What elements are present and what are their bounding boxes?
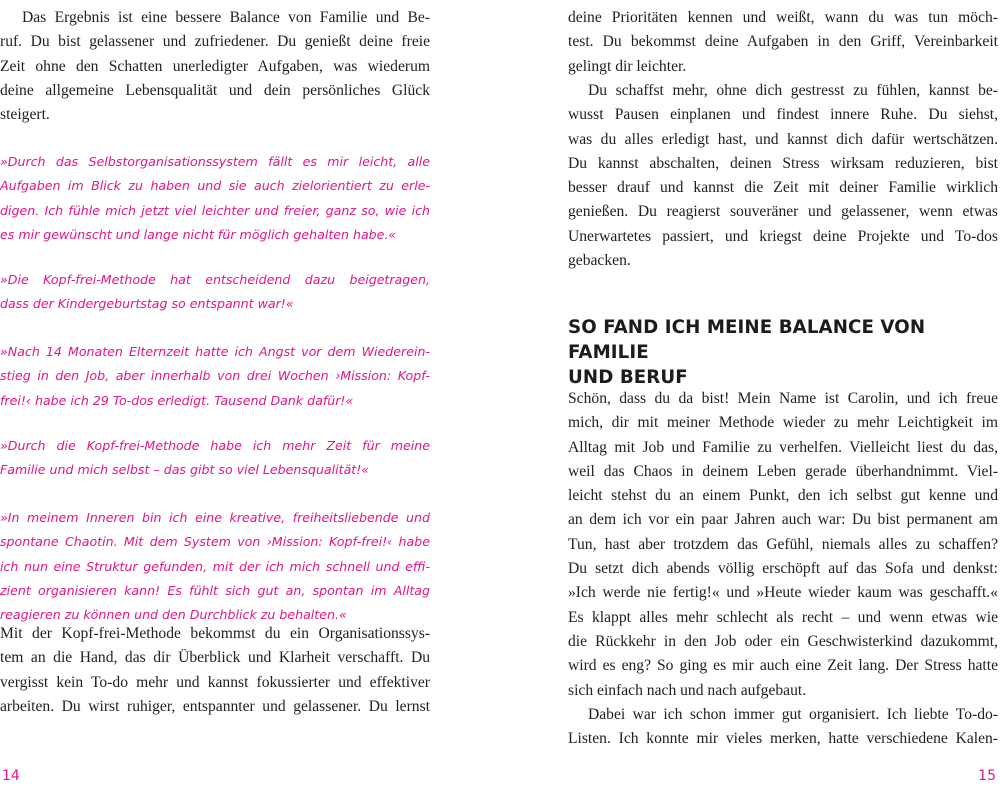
text-line: Alltag mit Job und Familie zu verhelfen. Vielleicht liest du das,	[568, 438, 998, 456]
text-line: Du setzt dich abends völlig erschöpft auf das Sofa und denkst:	[568, 560, 998, 578]
quote-line: es mir gewünscht und lange nicht für möglich gehalten habe.«	[0, 226, 397, 242]
section-heading	[568, 315, 998, 390]
text-line: sich einfach nach und nach aufgebaut.	[568, 681, 807, 699]
quote-line: »Durch das Selbstorganisationssystem fällt es mir leicht, alle	[0, 154, 430, 169]
text-line: Tun, hast aber trotzdem das Gefühl, niemals alles zu schaffen?	[568, 535, 998, 553]
quote-line: Familie und mich selbst – das gibt so viel Lebensqualität!«	[0, 462, 370, 478]
text-line: Dabei war ich schon immer gut organisiert. Ich liebte To-do-	[588, 706, 998, 723]
page-number-right: 15	[978, 768, 996, 784]
quote-line: reagieren zu können und den Durchblick zu behalten.«	[0, 607, 347, 623]
heading-line: SO FAND ICH MEINE BALANCE VON FAMILIE	[568, 317, 926, 363]
heading-line: UND BERUF	[568, 367, 688, 388]
quote-line: spontane Chaotin. Mit dem System von ›Mission: Kopf-frei!‹ habe	[0, 534, 430, 550]
quote-line: digen. Ich fühle mich jetzt viel leichter und freier, ganz so, wie ich	[0, 202, 430, 218]
testimonial-quote-4	[0, 434, 430, 483]
text-line: steigert.	[0, 106, 50, 124]
text-line: weil das Chaos in deinem Leben gerade überhandnimmt. Viel-	[568, 462, 998, 480]
text-line: Du schaffst mehr, ohne dich gestresst zu fühlen, kannst be-	[588, 82, 998, 99]
testimonial-quote-3	[0, 340, 430, 413]
text-line: vergisst kein To-do mehr und kannst fokussierter und effektiver	[0, 673, 430, 691]
text-line: tem an die Hand, das dir Überblick und Klarheit verschafft. Du	[0, 649, 430, 667]
quote-line: »Nach 14 Monaten Elternzeit hatte ich Angst vor dem Wiederein-	[0, 344, 430, 359]
text-line: arbeiten. Du wirst ruhiger, entspannter und gelassener. Du lernst	[0, 697, 430, 715]
text-line: deine allgemeine Lebensqualität und dein persönliches Glück	[0, 81, 430, 99]
text-line: Mit der Kopf-frei-Methode bekommst du ein Organisationssys-	[0, 625, 430, 642]
testimonial-quote-5	[0, 506, 430, 627]
quote-line: ich nun eine Struktur gefunden, mit der ich mich schnell und effi-	[0, 558, 430, 574]
text-line: Schön, dass du da bist! Mein Name ist Carolin, und ich freue	[568, 390, 998, 407]
quote-line: dass der Kindergeburtstag so entspannt war!«	[0, 296, 294, 312]
page-number-left: 14	[2, 768, 20, 784]
quote-line: stieg in den Job, aber innerhalb von drei Wochen ›Mission: Kopf-	[0, 368, 430, 384]
quote-line: zient organisieren kann! Es fühlt sich gut an, spontan im Alltag	[0, 582, 430, 598]
text-line: Listen. Ich konnte mir vieles merken, hatte verschiedene Kalen-	[568, 730, 998, 748]
text-line: Es klappt alles mehr schlecht als recht – und wenn etwas wie	[568, 608, 998, 626]
left-paragraph-2	[0, 622, 430, 719]
text-line: die Rückkehr in den Job oder ein Geschwisterkind dazukommt,	[568, 632, 998, 650]
text-line: gebacken.	[568, 252, 631, 270]
left-paragraph-1	[0, 6, 430, 127]
quote-line: Aufgaben im Blick zu haben und sie auch zielorientiert zu erle-	[0, 178, 430, 194]
text-line: wird es eng? So ging es mir auch eine Zeit lang. Der Stress hatte	[568, 657, 998, 675]
text-line: wusst Pausen einplanen und findest innere Ruhe. Du siehst,	[568, 106, 998, 124]
text-line: an dem ich vor ein paar Jahren auch war: Du bist permanent am	[568, 511, 998, 529]
text-line: mich, dir mit meiner Methode wieder zu mehr Leichtigkeit im	[568, 414, 998, 432]
quote-line: »Durch die Kopf-frei-Methode habe ich mehr Zeit für meine	[0, 438, 430, 453]
text-line: Das Ergebnis ist eine bessere Balance von Familie und Be-	[22, 9, 430, 26]
text-line: test. Du bekommst deine Aufgaben in den Griff, Vereinbarkeit	[568, 33, 998, 51]
right-paragraph-1	[568, 6, 998, 79]
text-line: gelingt dir leichter.	[568, 57, 687, 75]
text-line: genießen. Du reagierst souveräner und gelassener, wenn etwas	[568, 203, 998, 221]
left-page	[0, 0, 430, 800]
text-line: Zeit ohne den Schatten unerledigter Aufgaben, was wiederum	[0, 57, 430, 75]
quote-line: »Die Kopf-frei-Methode hat entscheidend dazu beigetragen,	[0, 272, 430, 287]
right-page	[568, 0, 998, 800]
text-line: deine Prioritäten kennen und weißt, wann du was tun möch-	[568, 9, 998, 26]
text-line: Unerwartetes passiert, und kriegst deine Projekte und To-dos	[568, 227, 998, 245]
testimonial-quote-1	[0, 150, 430, 247]
text-line: Du kannst abschalten, deinen Stress wirksam reduzieren, bist	[568, 154, 998, 172]
right-paragraph-4	[568, 703, 998, 752]
quote-line: »In meinem Inneren bin ich eine kreative, freiheitsliebende und	[0, 510, 430, 525]
text-line: »Ich werde nie fertig!« und »Heute wieder kaum was geschafft.«	[568, 584, 998, 602]
text-line: ruf. Du bist gelassener und zufriedener. Du genießt deine freie	[0, 33, 430, 51]
text-line: besser drauf und kannst die Zeit mit deiner Familie wirklich	[568, 179, 998, 197]
quote-line: frei!‹ habe ich 29 To-dos erledigt. Tausend Dank dafür!«	[0, 392, 354, 408]
text-line: was du alles erledigt hast, und kannst dich dafür wertschätzen.	[568, 130, 998, 148]
right-paragraph-3	[568, 387, 998, 703]
testimonial-quote-2	[0, 268, 430, 317]
right-paragraph-2	[568, 79, 998, 273]
text-line: leicht stehst du an einem Punkt, den ich selbst gut kenne und	[568, 487, 998, 505]
